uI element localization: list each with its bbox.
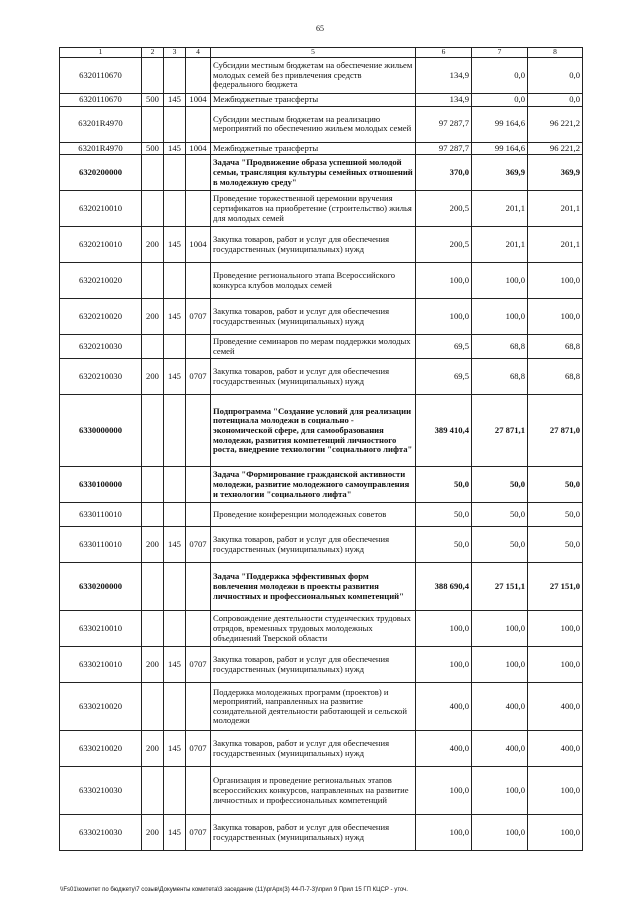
admin-cell: 145 xyxy=(164,527,186,563)
admin-cell xyxy=(164,155,186,191)
kvr-cell xyxy=(142,335,164,359)
admin-cell xyxy=(164,467,186,503)
header-row xyxy=(60,48,583,58)
section-cell: 1004 xyxy=(186,227,211,263)
name-cell: Задача "Поддержка эффективных форм вовлечения молодежи в проекты развития личностных и профессиональных компетенций" xyxy=(211,563,416,611)
amount-cell-7: 68,8 xyxy=(472,359,528,395)
amount-cell-6: 100,0 xyxy=(416,611,472,647)
admin-cell xyxy=(164,335,186,359)
amount-cell-8: 201,1 xyxy=(528,227,583,263)
kcsr-cell: 6320110670 xyxy=(60,94,142,107)
name-cell: Задача "Формирование гражданской активности молодежи, развитие молодежного самоуправления и технологии "социального лифта" xyxy=(211,467,416,503)
kcsr-cell: 6330210010 xyxy=(60,647,142,683)
amount-cell-7: 50,0 xyxy=(472,527,528,563)
admin-cell xyxy=(164,611,186,647)
section-cell xyxy=(186,503,211,527)
amount-cell-8: 0,0 xyxy=(528,58,583,94)
amount-cell-8: 100,0 xyxy=(528,815,583,851)
name-cell: Проведение торжественной церемонии вручения сертификатов на приобретение (строительство) жилья для молодых семей xyxy=(211,191,416,227)
admin-cell xyxy=(164,58,186,94)
section-cell xyxy=(186,683,211,731)
kvr-cell: 200 xyxy=(142,227,164,263)
amount-cell-7: 68,8 xyxy=(472,335,528,359)
table-row xyxy=(60,731,583,767)
table-row xyxy=(60,611,583,647)
kvr-cell xyxy=(142,395,164,467)
amount-cell-6: 69,5 xyxy=(416,359,472,395)
kvr-cell: 200 xyxy=(142,527,164,563)
name-cell: Задача "Продвижение образа успешной молодой семьи, трансляция культуры семейных отношений в молодежную среду" xyxy=(211,155,416,191)
amount-cell-7: 0,0 xyxy=(472,58,528,94)
kcsr-cell: 6320210010 xyxy=(60,191,142,227)
name-cell: Субсидии местным бюджетам на реализацию мероприятий по обеспечению жильем молодых семей xyxy=(211,106,416,142)
kvr-cell xyxy=(142,767,164,815)
section-cell xyxy=(186,191,211,227)
amount-cell-8: 100,0 xyxy=(528,767,583,815)
amount-cell-6: 200,5 xyxy=(416,191,472,227)
amount-cell-8: 96 221,2 xyxy=(528,142,583,155)
header-cell: 3 xyxy=(164,48,186,58)
kvr-cell xyxy=(142,503,164,527)
kvr-cell: 200 xyxy=(142,299,164,335)
admin-cell: 145 xyxy=(164,359,186,395)
amount-cell-7: 99 164,6 xyxy=(472,142,528,155)
table-row xyxy=(60,155,583,191)
amount-cell-7: 27 871,1 xyxy=(472,395,528,467)
kcsr-cell: 6320110670 xyxy=(60,58,142,94)
amount-cell-6: 97 287,7 xyxy=(416,142,472,155)
header-cell: 4 xyxy=(186,48,211,58)
admin-cell xyxy=(164,395,186,467)
amount-cell-8: 27 871,0 xyxy=(528,395,583,467)
amount-cell-6: 50,0 xyxy=(416,467,472,503)
table-row xyxy=(60,683,583,731)
name-cell: Закупка товаров, работ и услуг для обеспечения государственных (муниципальных) нужд xyxy=(211,731,416,767)
kcsr-cell: 6330210020 xyxy=(60,683,142,731)
table-row xyxy=(60,58,583,94)
kvr-cell xyxy=(142,263,164,299)
kvr-cell: 200 xyxy=(142,647,164,683)
header-cell: 6 xyxy=(416,48,472,58)
name-cell: Проведение семинаров по мерам поддержки молодых семей xyxy=(211,335,416,359)
amount-cell-8: 50,0 xyxy=(528,467,583,503)
amount-cell-6: 388 690,4 xyxy=(416,563,472,611)
admin-cell xyxy=(164,263,186,299)
amount-cell-8: 100,0 xyxy=(528,611,583,647)
name-cell: Организация и проведение региональных этапов всероссийских конкурсов, направленных на развитие личностных и профессиональных компетенций xyxy=(211,767,416,815)
section-cell: 0707 xyxy=(186,731,211,767)
name-cell: Закупка товаров, работ и услуг для обеспечения государственных (муниципальных) нужд xyxy=(211,227,416,263)
amount-cell-8: 68,8 xyxy=(528,359,583,395)
table-row xyxy=(60,106,583,142)
admin-cell xyxy=(164,563,186,611)
section-cell xyxy=(186,767,211,815)
kvr-cell xyxy=(142,467,164,503)
name-cell: Межбюджетные трансферты xyxy=(211,142,416,155)
amount-cell-6: 389 410,4 xyxy=(416,395,472,467)
table-row xyxy=(60,563,583,611)
table-row xyxy=(60,335,583,359)
admin-cell xyxy=(164,106,186,142)
section-cell xyxy=(186,611,211,647)
admin-cell xyxy=(164,191,186,227)
amount-cell-8: 400,0 xyxy=(528,683,583,731)
budget-table xyxy=(59,47,583,851)
amount-cell-7: 50,0 xyxy=(472,467,528,503)
name-cell: Закупка товаров, работ и услуг для обеспечения государственных (муниципальных) нужд xyxy=(211,647,416,683)
amount-cell-7: 100,0 xyxy=(472,815,528,851)
amount-cell-6: 50,0 xyxy=(416,503,472,527)
kvr-cell xyxy=(142,683,164,731)
name-cell: Проведение конференции молодежных советов xyxy=(211,503,416,527)
table-row xyxy=(60,142,583,155)
table-row xyxy=(60,395,583,467)
header-cell: 2 xyxy=(142,48,164,58)
file-path-footer: \\Fs01\комитет по бюджету\7 созыв\Документы комитета\3 заседание (11)\prАрх(3) 44-П-7-3)\прил 9 Прил 15 ГП КЦСР - уточ. xyxy=(60,887,408,893)
amount-cell-8: 68,8 xyxy=(528,335,583,359)
amount-cell-8: 400,0 xyxy=(528,731,583,767)
name-cell: Закупка товаров, работ и услуг для обеспечения государственных (муниципальных) нужд xyxy=(211,359,416,395)
amount-cell-6: 200,5 xyxy=(416,227,472,263)
kvr-cell xyxy=(142,563,164,611)
admin-cell: 145 xyxy=(164,227,186,263)
kcsr-cell: 6330110010 xyxy=(60,503,142,527)
amount-cell-6: 100,0 xyxy=(416,647,472,683)
amount-cell-7: 201,1 xyxy=(472,227,528,263)
table-row xyxy=(60,191,583,227)
section-cell: 0707 xyxy=(186,527,211,563)
admin-cell: 145 xyxy=(164,731,186,767)
admin-cell: 145 xyxy=(164,815,186,851)
kcsr-cell: 63201R4970 xyxy=(60,142,142,155)
amount-cell-8: 0,0 xyxy=(528,94,583,107)
admin-cell xyxy=(164,503,186,527)
section-cell: 0707 xyxy=(186,359,211,395)
name-cell: Поддержка молодежных программ (проектов) и мероприятий, направленных на развитие созидательной деятельности работающей и сельской молодежи xyxy=(211,683,416,731)
amount-cell-6: 400,0 xyxy=(416,731,472,767)
amount-cell-8: 27 151,0 xyxy=(528,563,583,611)
amount-cell-7: 100,0 xyxy=(472,767,528,815)
amount-cell-7: 201,1 xyxy=(472,191,528,227)
amount-cell-8: 100,0 xyxy=(528,263,583,299)
amount-cell-8: 369,9 xyxy=(528,155,583,191)
amount-cell-7: 100,0 xyxy=(472,299,528,335)
amount-cell-6: 370,0 xyxy=(416,155,472,191)
section-cell: 0707 xyxy=(186,299,211,335)
kvr-cell: 200 xyxy=(142,815,164,851)
table-row xyxy=(60,815,583,851)
amount-cell-7: 400,0 xyxy=(472,731,528,767)
section-cell xyxy=(186,106,211,142)
amount-cell-7: 0,0 xyxy=(472,94,528,107)
kcsr-cell: 6330210030 xyxy=(60,767,142,815)
kcsr-cell: 6320210020 xyxy=(60,263,142,299)
table-row xyxy=(60,227,583,263)
table-row xyxy=(60,359,583,395)
name-cell: Закупка товаров, работ и услуг для обеспечения государственных (муниципальных) нужд xyxy=(211,527,416,563)
kcsr-cell: 6330210030 xyxy=(60,815,142,851)
kvr-cell xyxy=(142,155,164,191)
admin-cell: 145 xyxy=(164,299,186,335)
amount-cell-7: 50,0 xyxy=(472,503,528,527)
table-row xyxy=(60,467,583,503)
section-cell: 1004 xyxy=(186,142,211,155)
kcsr-cell: 6330200000 xyxy=(60,563,142,611)
table-row xyxy=(60,263,583,299)
amount-cell-6: 100,0 xyxy=(416,767,472,815)
kcsr-cell: 6330210020 xyxy=(60,731,142,767)
kvr-cell xyxy=(142,106,164,142)
section-cell xyxy=(186,335,211,359)
amount-cell-7: 100,0 xyxy=(472,263,528,299)
section-cell xyxy=(186,395,211,467)
kvr-cell: 500 xyxy=(142,142,164,155)
name-cell: Сопровождение деятельности студенческих трудовых отрядов, временных трудовых молодежных объединений Тверской области xyxy=(211,611,416,647)
name-cell: Закупка товаров, работ и услуг для обеспечения государственных (муниципальных) нужд xyxy=(211,299,416,335)
amount-cell-8: 201,1 xyxy=(528,191,583,227)
amount-cell-8: 100,0 xyxy=(528,647,583,683)
kvr-cell: 500 xyxy=(142,94,164,107)
admin-cell: 145 xyxy=(164,94,186,107)
kcsr-cell: 6330110010 xyxy=(60,527,142,563)
header-cell: 1 xyxy=(60,48,142,58)
section-cell: 0707 xyxy=(186,815,211,851)
amount-cell-8: 100,0 xyxy=(528,299,583,335)
name-cell: Подпрограмма "Создание условий для реализации потенциала молодежи в социально - экономической сфере, для самообразования молодежи, развития компетенций личностного роста, внедрение технологии "социального лифта" xyxy=(211,395,416,467)
page-number: 65 xyxy=(316,24,324,33)
name-cell: Проведение регионального этапа Всероссийского конкурса клубов молодых семей xyxy=(211,263,416,299)
table-row xyxy=(60,647,583,683)
section-cell xyxy=(186,155,211,191)
amount-cell-6: 134,9 xyxy=(416,94,472,107)
table-row xyxy=(60,503,583,527)
section-cell xyxy=(186,467,211,503)
table-row xyxy=(60,527,583,563)
section-cell xyxy=(186,58,211,94)
amount-cell-6: 400,0 xyxy=(416,683,472,731)
amount-cell-6: 100,0 xyxy=(416,263,472,299)
section-cell xyxy=(186,563,211,611)
name-cell: Межбюджетные трансферты xyxy=(211,94,416,107)
amount-cell-8: 50,0 xyxy=(528,527,583,563)
kcsr-cell: 6330000000 xyxy=(60,395,142,467)
kcsr-cell: 63201R4970 xyxy=(60,106,142,142)
amount-cell-7: 369,9 xyxy=(472,155,528,191)
kcsr-cell: 6330210010 xyxy=(60,611,142,647)
kcsr-cell: 6320210010 xyxy=(60,227,142,263)
kcsr-cell: 6320210030 xyxy=(60,359,142,395)
amount-cell-6: 50,0 xyxy=(416,527,472,563)
kcsr-cell: 6320210020 xyxy=(60,299,142,335)
amount-cell-7: 99 164,6 xyxy=(472,106,528,142)
section-cell: 1004 xyxy=(186,94,211,107)
name-cell: Субсидии местным бюджетам на обеспечение жильем молодых семей без привлечения средств федерального бюджета xyxy=(211,58,416,94)
amount-cell-7: 400,0 xyxy=(472,683,528,731)
kcsr-cell: 6320200000 xyxy=(60,155,142,191)
table-row xyxy=(60,94,583,107)
amount-cell-8: 50,0 xyxy=(528,503,583,527)
header-cell: 7 xyxy=(472,48,528,58)
section-cell xyxy=(186,263,211,299)
admin-cell xyxy=(164,767,186,815)
kvr-cell xyxy=(142,611,164,647)
amount-cell-7: 27 151,1 xyxy=(472,563,528,611)
admin-cell: 145 xyxy=(164,142,186,155)
amount-cell-6: 69,5 xyxy=(416,335,472,359)
amount-cell-6: 97 287,7 xyxy=(416,106,472,142)
kvr-cell xyxy=(142,58,164,94)
header-cell: 5 xyxy=(211,48,416,58)
section-cell: 0707 xyxy=(186,647,211,683)
header-cell: 8 xyxy=(528,48,583,58)
amount-cell-6: 100,0 xyxy=(416,815,472,851)
admin-cell: 145 xyxy=(164,647,186,683)
admin-cell xyxy=(164,683,186,731)
kcsr-cell: 6320210030 xyxy=(60,335,142,359)
amount-cell-6: 134,9 xyxy=(416,58,472,94)
amount-cell-6: 100,0 xyxy=(416,299,472,335)
kvr-cell xyxy=(142,191,164,227)
name-cell: Закупка товаров, работ и услуг для обеспечения государственных (муниципальных) нужд xyxy=(211,815,416,851)
kcsr-cell: 6330100000 xyxy=(60,467,142,503)
amount-cell-8: 96 221,2 xyxy=(528,106,583,142)
amount-cell-7: 100,0 xyxy=(472,611,528,647)
table-row xyxy=(60,299,583,335)
amount-cell-7: 100,0 xyxy=(472,647,528,683)
table-row xyxy=(60,767,583,815)
kvr-cell: 200 xyxy=(142,359,164,395)
kvr-cell: 200 xyxy=(142,731,164,767)
